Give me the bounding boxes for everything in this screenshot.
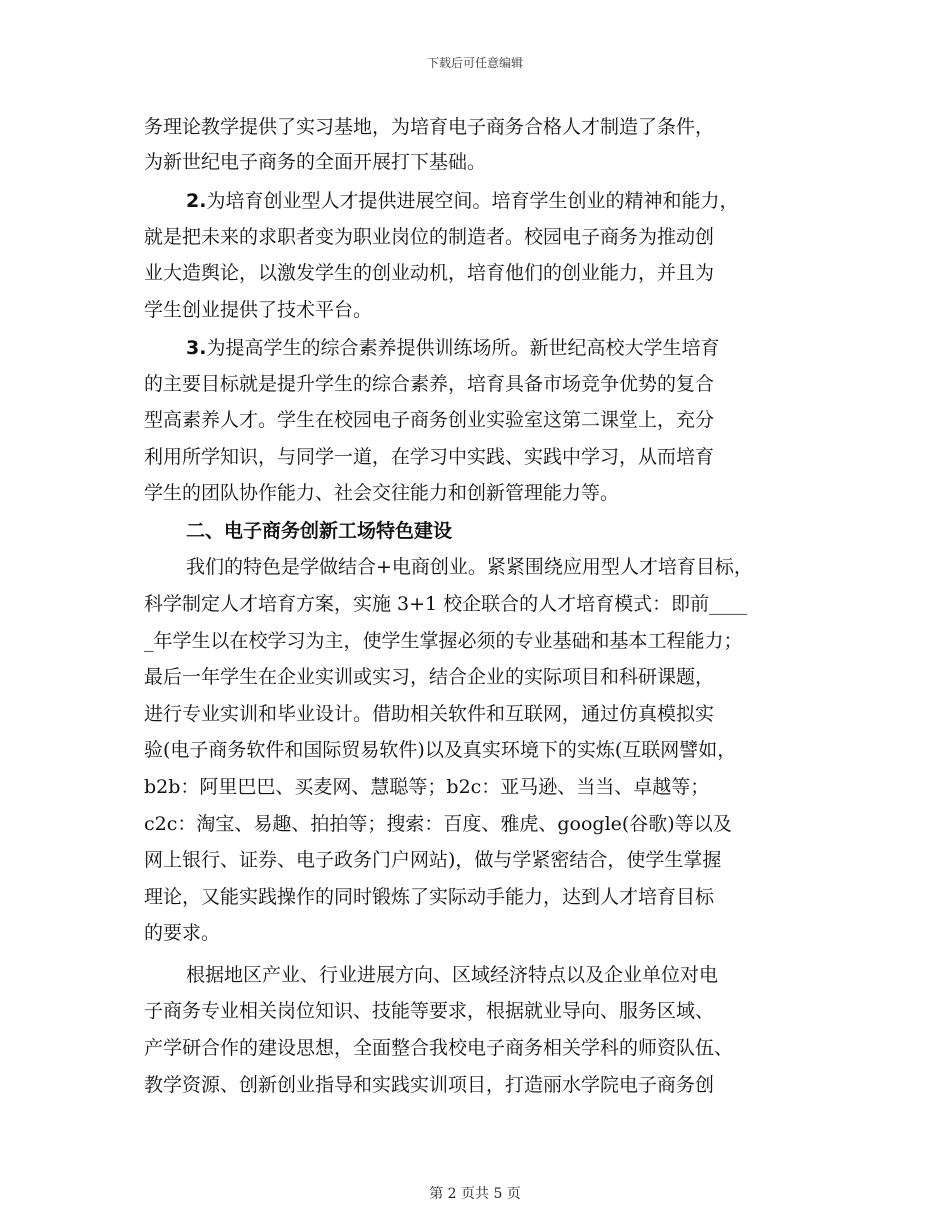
paragraph-line: [186, 334, 719, 362]
paragraph-line: _年学生以在校学习为主，使学生掌握必须的专业基础和基本工程能力；: [144, 630, 743, 652]
paragraph-line: 网上银行、证券、电子政务门户网站)，做与学紧密结合，使学生掌握: [144, 849, 722, 871]
paragraph-line: 产学研合作的建设思想，全面整合我校电子商务相关学科的师资队伍、: [144, 1037, 734, 1059]
paragraph-line: 我们的特色是学做结合+电商创业。紧紧围绕应用型人才培育目标，: [186, 556, 753, 578]
paragraph-line: 学生的团队协作能力、社会交往能力和创新管理能力等。: [144, 482, 620, 504]
paragraph-line: 根据地区产业、行业进展方向、区域经济特点以及企业单位对电: [186, 964, 719, 986]
paragraph-line: 业大造舆论，以激发学生的创业动机，培育他们的创业能力，并且为: [144, 262, 715, 284]
paragraph-line: b2b：阿里巴巴、买麦网、慧聪等；b2c：亚马逊、当当、卓越等；: [144, 776, 710, 798]
page-header: 下载后可任意编辑: [426, 56, 523, 70]
paragraph-line: 学生创业提供了技术平台。: [144, 299, 373, 321]
paragraph-line: 进行专业实训和毕业设计。借助相关软件和互联网，通过仿真模拟实: [144, 703, 715, 725]
paragraph-line-text: 为提高学生的综合素养提供训练场所。新世纪高校大学生培育: [206, 337, 720, 359]
paragraph-line: 验(电子商务软件和国际贸易软件)以及真实环境下的实炼(互联网譬如，: [144, 739, 737, 761]
section-heading: 二、电子商务创新工场特色建设: [186, 520, 453, 542]
paragraph-line: 的要求。: [144, 922, 221, 944]
paragraph-line: 为新世纪电子商务的全面开展打下基础。: [144, 151, 487, 173]
paragraph-line: 型高素养人才。学生在校园电子商务创业实验室这第二课堂上，充分: [144, 409, 715, 431]
paragraph-line: [186, 187, 738, 215]
paragraph-line: 务理论教学提供了实习基地，为培育电子商务合格人才制造了条件，: [144, 116, 715, 138]
paragraph-line: 的主要目标就是提升学生的综合素养，培育具备市场竞争优势的复合: [144, 373, 715, 395]
list-number: 2.: [186, 190, 207, 212]
paragraph-line: 科学制定人才培育方案，实施 3+1 校企联合的人才培育模式：即前____: [144, 593, 748, 615]
paragraph-line: 最后一年学生在企业实训或实习，结合企业的实际项目和科研课题，: [144, 666, 715, 688]
paragraph-line: 利用所学知识，与同学一道，在学习中实践、实践中学习，从而培育: [144, 446, 715, 468]
paragraph-line: c2c：淘宝、易趣、拍拍等；搜索：百度、雅虎、google(谷歌)等以及: [144, 813, 732, 835]
paragraph-line: 就是把未来的求职者变为职业岗位的制造者。校园电子商务为推动创: [144, 226, 715, 248]
paragraph-line: 子商务专业相关岗位知识、技能等要求，根据就业导向、服务区域、: [144, 1000, 715, 1022]
paragraph-line-text: 为培育创业型人才提供进展空间。培育学生创业的精神和能力，: [206, 190, 739, 212]
list-number: 3.: [186, 337, 207, 359]
paragraph-line: 教学资源、创新创业指导和实践实训项目，打造丽水学院电子商务创: [144, 1074, 715, 1096]
paragraph-line: 理论，又能实践操作的同时锻炼了实际动手能力，达到人才培育目标: [144, 886, 715, 908]
page-footer: 第 2 页共 5 页: [429, 1186, 521, 1202]
